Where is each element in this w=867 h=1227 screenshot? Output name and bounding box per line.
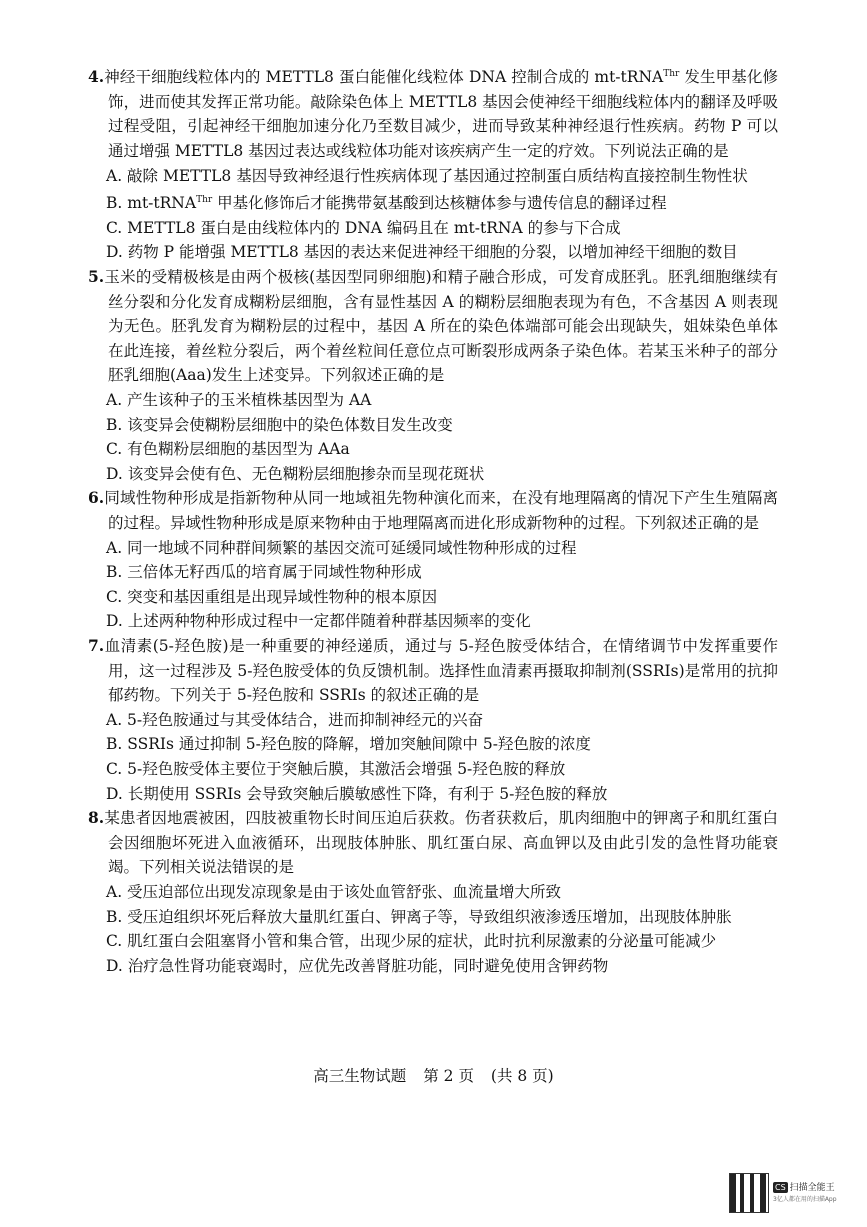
option-d: D. 该变异会使有色、无色糊粉层细胞掺杂而呈现花斑状	[106, 464, 485, 483]
option-b-rest: 甲基化修饰后才能携带氨基酸到达核糖体参与遗传信息的翻译过程	[212, 194, 667, 213]
question-stem	[88, 806, 778, 880]
option-b	[104, 188, 778, 216]
option-b: B. 该变异会使糊粉层细胞中的染色体数目发生改变	[106, 415, 453, 434]
footer-subject: 高三生物试题	[313, 1067, 407, 1085]
question-list	[88, 62, 778, 978]
stem-superscript: Thr	[663, 69, 680, 79]
question-number: 4.	[88, 67, 105, 87]
option-a: A. 5-羟色胺通过与其受体结合，进而抑制神经元的兴奋	[106, 710, 484, 729]
question-stem	[88, 62, 778, 164]
question-7	[88, 634, 778, 806]
option-d: D. 治疗急性肾功能衰竭时，应优先改善肾脏功能，同时避免使用含钾药物	[106, 956, 609, 975]
question-4	[88, 62, 778, 265]
stem-text-rest: 发生甲基化修饰，进而使其发挥正常功能。敲除染色体上 METTL8 基因会使神经干细胞线粒体内的翻译及呼吸过程受阻，引起神经干细胞加速分化乃至数目减少，进而导致某种神经退行性疾病。药物 P 可以通过增强 METTL8 基因过表达或线粒体功能对该疾病产生一定的疗效。下列说法正确的是	[108, 68, 778, 160]
stem-text: 玉米的受精极核是由两个极核(基因型同卵细胞)和精子融合形成，可发育成胚乳。胚乳细胞继续有丝分裂和分化发育成糊粉层细胞，含有显性基因 A 的糊粉层细胞表现为有色，不含基因 A 则表现为无色。胚乳发育为糊粉层的过程中，基因 A 所在的染色体端部可能会出现缺失，姐妹染色单体在此连接，着丝粒分裂后，两个着丝粒间任意位点可断裂形成两条子染色体。若某玉米种子的部分胚乳细胞(Aaa)发生上述变异。下列叙述正确的是	[104, 268, 778, 385]
question-number: 8.	[88, 808, 105, 828]
scanner-watermark	[729, 1173, 841, 1213]
question-number: 6.	[88, 488, 105, 508]
scanner-logo	[773, 1182, 837, 1205]
question-8	[88, 806, 778, 978]
option-b-text: B. mt-tRNA	[106, 194, 197, 213]
option-b: B. 三倍体无籽西瓜的培育属于同域性物种形成	[106, 563, 422, 582]
option-b: B. SSRIs 通过抑制 5-羟色胺的降解，增加突触间隙中 5-羟色胺的浓度	[106, 735, 591, 754]
stem-text: 某患者因地震被困，四肢被重物长时间压迫后获救。伤者获救后，肌肉细胞中的钾离子和肌红蛋白会因细胞坏死进入血液循环，出现肢体肿胀、肌红蛋白尿、高血钾以及由此引发的急性肾功能衰竭。下列相关说法错误的是	[104, 809, 778, 877]
footer-page-number: 第 2 页	[423, 1067, 474, 1085]
question-5	[88, 265, 778, 486]
question-number: 7.	[88, 635, 105, 655]
option-d: D. 药物 P 能增强 METTL8 基因的表达来促进神经干细胞的分裂，以增加神经干细胞的数目	[106, 243, 738, 262]
stem-text: 同域性物种形成是指新物种从同一地域祖先物种演化而来，在没有地理隔离的情况下产生生殖隔离的过程。异域性物种形成是原来物种由于地理隔离而进化形成新物种的过程。下列叙述正确的是	[104, 489, 778, 532]
question-stem	[88, 265, 778, 388]
question-number: 5.	[88, 267, 105, 287]
option-b-superscript: Thr	[196, 195, 213, 206]
footer-total-pages: (共 8 页)	[490, 1067, 554, 1085]
option-a: A. 产生该种子的玉米植株基因型为 AA	[106, 391, 372, 410]
option-a: A. 同一地域不同种群间频繁的基因交流可延缓同域性物种形成的过程	[106, 538, 577, 557]
option-c: C. 突变和基因重组是出现异域性物种的根本原因	[106, 587, 438, 606]
stem-text: 神经干细胞线粒体内的 METTL8 蛋白能催化线粒体 DNA 控制合成的 mt-tRNA	[104, 68, 664, 87]
option-b: B. 受压迫组织坏死后释放大量肌红蛋白、钾离子等，导致组织液渗透压增加，出现肢体肿胀	[106, 907, 732, 926]
scanner-app-name: 扫描全能王	[789, 1182, 835, 1193]
option-c: C. 肌红蛋白会阻塞肾小管和集合管，出现少尿的症状，此时抗利尿激素的分泌量可能减少	[106, 932, 717, 951]
scanner-tagline: 3亿人都在用的扫描App	[773, 1195, 837, 1203]
question-stem	[88, 634, 778, 708]
option-d: D. 上述两种物种形成过程中一定都伴随着种群基因频率的变化	[106, 612, 531, 631]
question-stem	[88, 486, 778, 535]
option-a: A. 敲除 METTL8 基因导致神经退行性疾病体现了基因通过控制蛋白质结构直接控制生物性状	[106, 166, 748, 185]
cs-logo-icon: CS	[775, 1182, 786, 1192]
option-c: C. 5-羟色胺受体主要位于突触后膜，其激活会增强 5-羟色胺的释放	[106, 759, 566, 778]
option-a: A. 受压迫部位出现发凉现象是由于该处血管舒张、血流量增大所致	[106, 882, 562, 901]
page-footer	[0, 1064, 867, 1086]
question-6	[88, 486, 778, 634]
option-c: C. METTL8 蛋白是由线粒体内的 DNA 编码且在 mt-tRNA 的参与下合成	[106, 218, 621, 237]
qr-code-icon	[729, 1173, 769, 1213]
option-c: C. 有色糊粉层细胞的基因型为 AAa	[106, 440, 350, 459]
option-d: D. 长期使用 SSRIs 会导致突触后膜敏感性下降，有利于 5-羟色胺的释放	[106, 784, 608, 803]
stem-text: 血清素(5-羟色胺)是一种重要的神经递质，通过与 5-羟色胺受体结合，在情绪调节中发挥重要作用，这一过程涉及 5-羟色胺受体的负反馈机制。选择性血清素再摄取抑制剂(SSRIs)是常用的抗抑郁药物。下列关于 5-羟色胺和 SSRIs 的叙述正确的是	[104, 636, 778, 705]
